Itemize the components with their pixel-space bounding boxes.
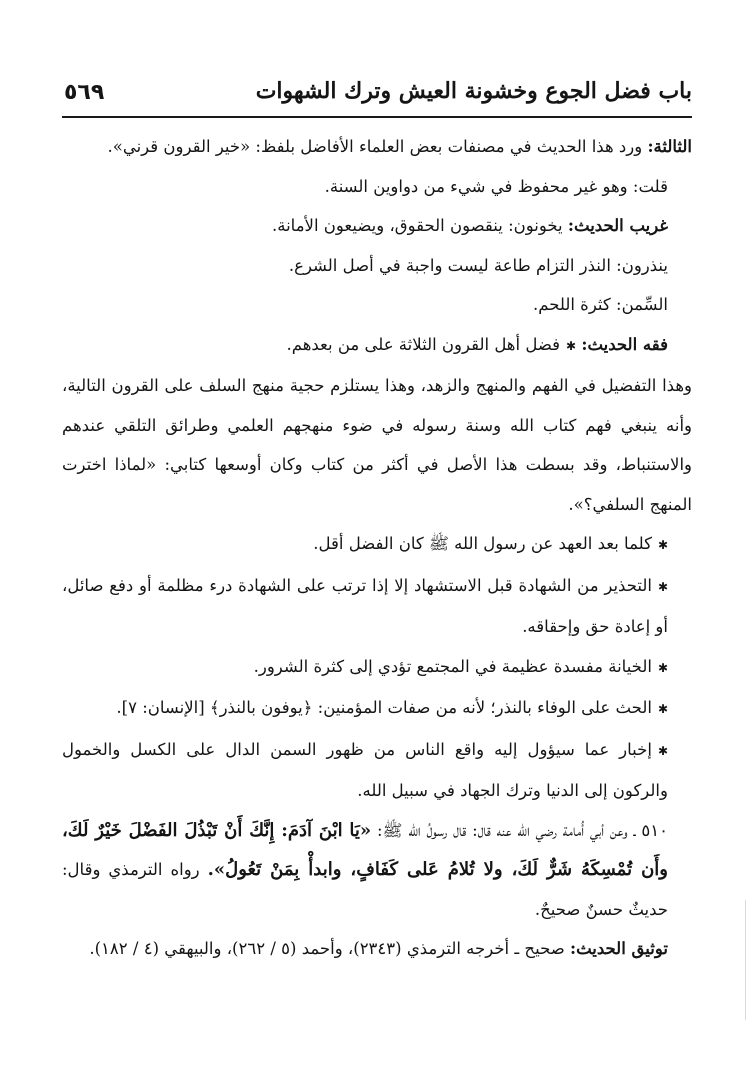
hadith-source: رواه الترمذي وقال: حديثٌ حسنٌ صحيحٌ. [62, 860, 668, 919]
paragraph-text: ورد هذا الحديث في مصنفات بعض العلماء الأفاضل بلفظ: «خير القرون قرني». [107, 137, 643, 156]
hadith-intro: ٥١٠ ـ وعن أبي أُمامة رضي الله عنه قال: قال رسولُ الله ﷺ: [377, 820, 668, 840]
bullet-point-3: ✱ الخيانة مفسدة عظيمة في المجتمع تؤدي إلى كثرة الشرور. [62, 647, 692, 689]
bullet-point-2: ✱ التحذير من الشهادة قبل الاستشهاد إلا إذا ترتب على الشهادة درء مظلمة أو دفع صائل، أو إعادة حق وإحقاقه. [62, 566, 692, 647]
paragraph-gharib [62, 206, 692, 246]
paragraph-third-point [62, 127, 692, 167]
paragraph-tafdil: وهذا التفضيل في الفهم والمنهج والزهد، وهذا يستلزم حجية منهج السلف على القرون التالية، وأنه ينبغي فهم كتاب الله وسنة رسوله في ضوء منهجهم العلمي وطرائق التلقي عندهم والاستنباط، وقد بسطت هذا الأصل في أكثر من كتاب وكان أوسعها كتابي: «لماذا اخترت المنهج السلفي؟». [62, 376, 692, 514]
bullet-point-5: ✱ إخبار عما سيؤول إليه واقع الناس من ظهور السمن الدال على الكسل والخمول والركون إلى الدنيا وترك الجهاد في سبيل الله. [62, 730, 692, 811]
paragraph-fiqh [62, 325, 692, 367]
paragraph-note: قلت: وهو غير محفوظ في شيء من دواوين السنة. [324, 176, 668, 196]
page-body [62, 127, 692, 969]
paragraph-text: فضل أهل القرون الثلاثة على من بعدهم. [286, 334, 561, 354]
paragraph-text: صحيح ـ أخرجه الترمذي (٢٣٤٣)، وأحمد (٥ / ٢٦٢)، والبيهقي (٤ / ١٨٢). [89, 939, 565, 958]
paragraph-text: يخونون: ينقصون الحقوق، ويضيعون الأمانة. [271, 216, 563, 235]
bullet-point-4: ✱ الحث على الوفاء بالنذر؛ لأنه من صفات المؤمنين: ﴿يوفون بالنذر﴾ [الإنسان: ٧]. [62, 688, 692, 730]
term-gharib: غريب الحديث: [567, 216, 668, 235]
paragraph-tawthiq [62, 929, 692, 969]
paragraph-siman: السِّمن: كثرة اللحم. [532, 295, 668, 314]
page-number: ٥٦٩ [64, 80, 105, 105]
term-tawthiq: توثيق الحديث: [569, 939, 668, 958]
bullet-point-1: ✱ كلما بعد العهد عن رسول الله ﷺ كان الفضل أقل. [62, 524, 692, 566]
page-header [62, 76, 692, 118]
bullet-marker [560, 335, 576, 354]
hadith-510 [62, 811, 692, 930]
term-third: الثالثة: [647, 137, 692, 156]
running-title: باب فضل الجوع وخشونة العيش وترك الشهوات [255, 78, 692, 104]
hadith-text: «يَا ابْنَ آدَمَ: إِنَّكَ أَنْ تَبْذُلَ الفَضْلَ خَيْرٌ لَكَ، وأَن تُمْسِكَهُ شَرٌّ لَكَ، ولا تُلامُ عَلى كَفَافٍ، وابدأْ بِمَنْ تَعُولُ». [62, 819, 668, 880]
scan-edge-line [745, 900, 746, 1020]
term-fiqh: فقه الحديث: [581, 334, 668, 354]
paragraph-yandhurun: ينذرون: النذر التزام طاعة ليست واجبة في أصل الشرع. [288, 255, 668, 275]
